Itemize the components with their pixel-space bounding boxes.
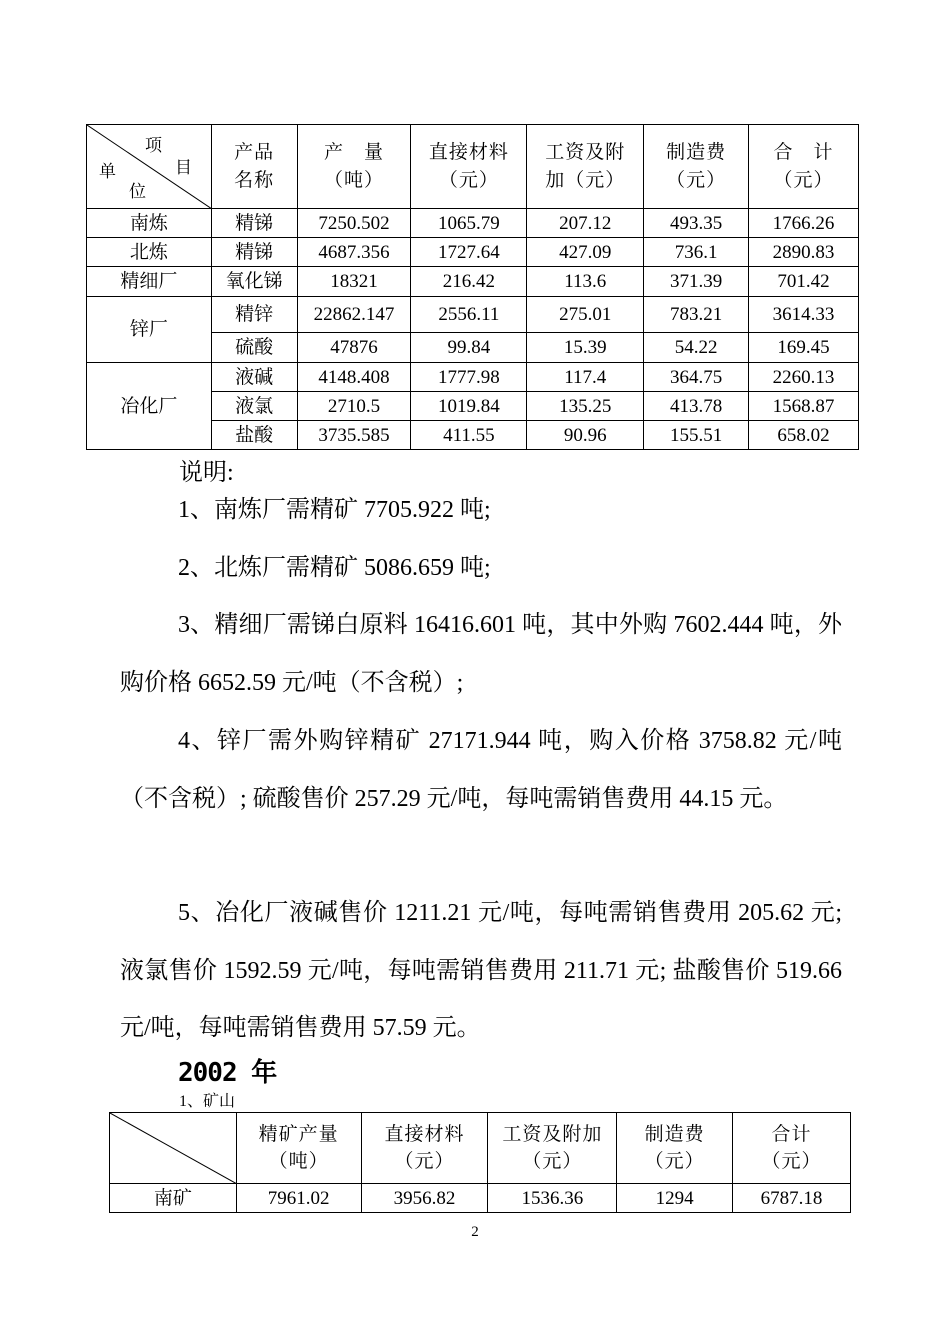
cell-unit: 精细厂 bbox=[87, 267, 212, 297]
corner-label-unit: 单 bbox=[99, 162, 116, 181]
table-row bbox=[87, 238, 859, 267]
section-subtitle: 1、矿山 bbox=[179, 1093, 236, 1110]
note-item-1: 1、南炼厂需精矿 7705.922 吨; bbox=[178, 497, 491, 523]
cell-output: 4148.408 bbox=[297, 363, 411, 392]
header-total: 合 计 （元） bbox=[749, 125, 859, 209]
cost-table-units bbox=[86, 124, 859, 450]
cell-material: 216.42 bbox=[411, 267, 527, 297]
cell-output: 7961.02 bbox=[236, 1184, 361, 1213]
note-item-5: 5、冶化厂液碱售价 1211.21 元/吨，每吨需销售费用 205.62 元; 液氯售价 1592.59 元/吨，每吨需销售费用 211.71 元; 盐酸售价 519.66 元/吨，每吨需销售费用 57.59 元。 bbox=[120, 900, 842, 1042]
cell-output: 7250.502 bbox=[297, 209, 411, 238]
cell-material: 1065.79 bbox=[411, 209, 527, 238]
corner-label-wei: 位 bbox=[129, 182, 146, 201]
section-year-heading: 2002 年 bbox=[178, 1058, 277, 1088]
cell-mfg: 155.51 bbox=[644, 421, 749, 450]
cell-product: 精锑 bbox=[211, 209, 297, 238]
corner-label-mu: 目 bbox=[175, 158, 192, 177]
cell-unit: 北炼 bbox=[87, 238, 212, 267]
note-item-3: 3、精细厂需锑白原料 16416.601 吨，其中外购 7602.444 吨，外购价格 6652.59 元/吨（不含税）; bbox=[120, 612, 842, 696]
note-item-2: 2、北炼厂需精矿 5086.659 吨; bbox=[178, 555, 491, 581]
header-manufacturing: 制造费 （元） bbox=[617, 1113, 733, 1184]
cell-total: 2260.13 bbox=[749, 363, 859, 392]
cell-product: 硫酸 bbox=[211, 333, 297, 363]
table-corner-header bbox=[87, 125, 212, 209]
cell-total: 6787.18 bbox=[733, 1184, 851, 1213]
note-item-4: 4、锌厂需外购锌精矿 27171.944 吨，购入价格 3758.82 元/吨（不含税）; 硫酸售价 257.29 元/吨，每吨需销售费用 44.15 元。 bbox=[120, 728, 842, 812]
header-direct-material: 直接材料 （元） bbox=[361, 1113, 488, 1184]
cell-unit: 冶化厂 bbox=[87, 363, 212, 450]
notes-title: 说明: bbox=[179, 460, 234, 486]
cell-product: 液碱 bbox=[211, 363, 297, 392]
diagonal-line bbox=[110, 1113, 237, 1184]
cell-product: 液氯 bbox=[211, 392, 297, 421]
cell-material: 1019.84 bbox=[411, 392, 527, 421]
cell-total: 3614.33 bbox=[749, 297, 859, 333]
cell-mfg: 54.22 bbox=[644, 333, 749, 363]
cell-unit: 南矿 bbox=[110, 1184, 237, 1213]
cell-material: 99.84 bbox=[411, 333, 527, 363]
cell-total: 1766.26 bbox=[749, 209, 859, 238]
cell-product: 精锌 bbox=[211, 297, 297, 333]
cell-mfg: 736.1 bbox=[644, 238, 749, 267]
header-direct-material: 直接材料 （元） bbox=[411, 125, 527, 209]
cell-wages: 207.12 bbox=[527, 209, 644, 238]
cell-mfg: 364.75 bbox=[644, 363, 749, 392]
cell-wages: 1536.36 bbox=[488, 1184, 617, 1213]
cell-material: 2556.11 bbox=[411, 297, 527, 333]
cell-product: 盐酸 bbox=[211, 421, 297, 450]
header-product-name: 产品 名称 bbox=[211, 125, 297, 209]
cell-wages: 117.4 bbox=[527, 363, 644, 392]
cell-mfg: 413.78 bbox=[644, 392, 749, 421]
table-row bbox=[87, 297, 859, 333]
header-ore-output: 精矿产量 （吨） bbox=[236, 1113, 361, 1184]
cell-mfg: 1294 bbox=[617, 1184, 733, 1213]
cell-total: 2890.83 bbox=[749, 238, 859, 267]
corner-label-item: 项 bbox=[145, 136, 162, 155]
cost-table-mines bbox=[109, 1112, 851, 1213]
cell-total: 701.42 bbox=[749, 267, 859, 297]
cell-wages: 90.96 bbox=[527, 421, 644, 450]
cell-material: 411.55 bbox=[411, 421, 527, 450]
cell-output: 3735.585 bbox=[297, 421, 411, 450]
cell-total: 1568.87 bbox=[749, 392, 859, 421]
cell-product: 精锑 bbox=[211, 238, 297, 267]
header-total: 合计 （元） bbox=[733, 1113, 851, 1184]
cell-wages: 275.01 bbox=[527, 297, 644, 333]
table-row bbox=[87, 267, 859, 297]
page-number: 2 bbox=[471, 1224, 479, 1240]
header-output: 产 量 （吨） bbox=[297, 125, 411, 209]
cell-unit: 锌厂 bbox=[87, 297, 212, 363]
cell-wages: 135.25 bbox=[527, 392, 644, 421]
cell-mfg: 783.21 bbox=[644, 297, 749, 333]
cell-mfg: 371.39 bbox=[644, 267, 749, 297]
cell-material: 1777.98 bbox=[411, 363, 527, 392]
header-manufacturing: 制造费 （元） bbox=[644, 125, 749, 209]
cell-output: 47876 bbox=[297, 333, 411, 363]
cell-output: 2710.5 bbox=[297, 392, 411, 421]
table-row bbox=[87, 209, 859, 238]
cell-output: 22862.147 bbox=[297, 297, 411, 333]
cell-mfg: 493.35 bbox=[644, 209, 749, 238]
table2-corner-header bbox=[110, 1113, 237, 1184]
cell-wages: 113.6 bbox=[527, 267, 644, 297]
table-row bbox=[87, 363, 859, 392]
header-wages: 工资及附 加（元） bbox=[527, 125, 644, 209]
cell-unit: 南炼 bbox=[87, 209, 212, 238]
cell-material: 3956.82 bbox=[361, 1184, 488, 1213]
cell-material: 1727.64 bbox=[411, 238, 527, 267]
cell-wages: 15.39 bbox=[527, 333, 644, 363]
cell-output: 4687.356 bbox=[297, 238, 411, 267]
table-row bbox=[110, 1184, 851, 1213]
cell-wages: 427.09 bbox=[527, 238, 644, 267]
header-wages: 工资及附加 （元） bbox=[488, 1113, 617, 1184]
cell-product: 氧化锑 bbox=[211, 267, 297, 297]
cell-output: 18321 bbox=[297, 267, 411, 297]
cell-total: 169.45 bbox=[749, 333, 859, 363]
cell-total: 658.02 bbox=[749, 421, 859, 450]
